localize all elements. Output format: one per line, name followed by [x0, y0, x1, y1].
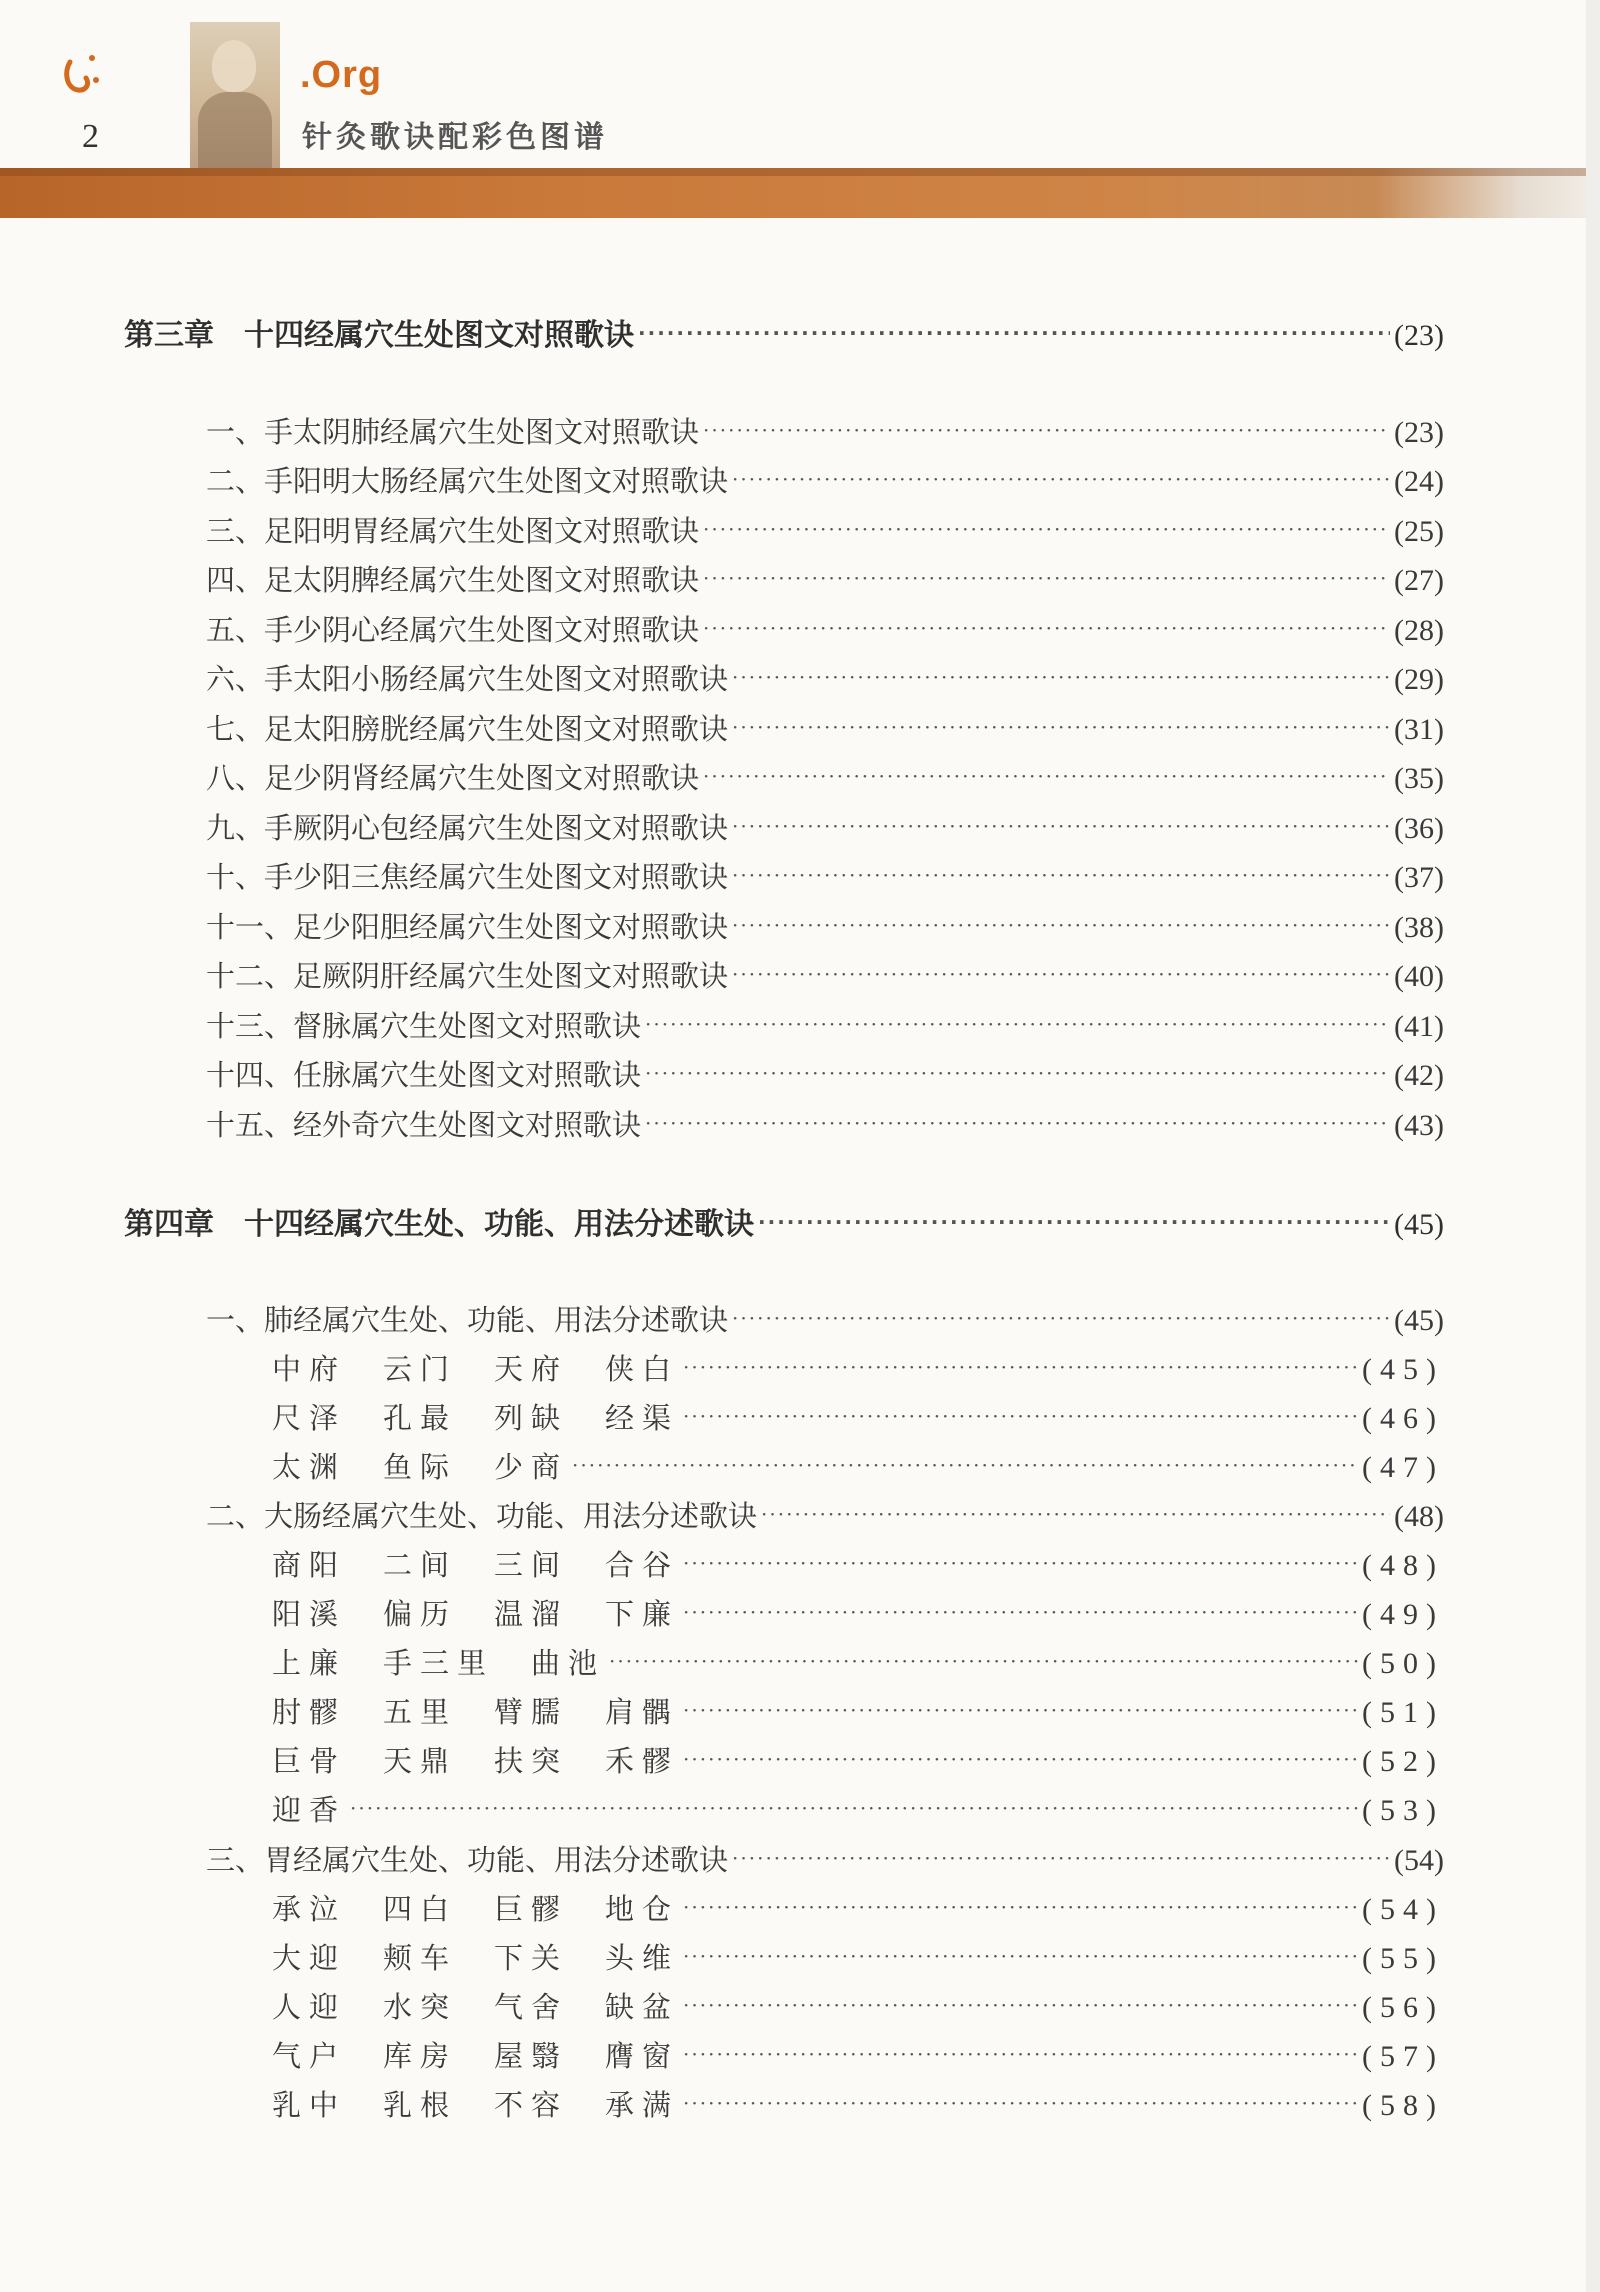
toc-entry-title: 四、足太阴脾经属穴生处图文对照歌诀: [206, 563, 700, 597]
toc-entry-title: 三、足阳明胃经属穴生处图文对照歌诀: [206, 514, 700, 548]
toc-entry-page: (23): [1394, 319, 1444, 352]
toc-entry[interactable]: [206, 1494, 1444, 1535]
toc-subentry[interactable]: [272, 1690, 1444, 1731]
toc-leader-dots: [703, 616, 1390, 640]
toc-entry-page: (25): [1394, 515, 1444, 548]
toc-entry-title: 巨骨 天鼎 扶突 禾髎: [272, 1744, 680, 1778]
toc-entry-title: 七、足太阳膀胱经属穴生处图文对照歌诀: [206, 712, 729, 746]
toc-entry-page: (27): [1394, 564, 1444, 597]
toc-entry-title: 太渊 鱼际 少商: [272, 1450, 569, 1484]
toc-entry-title: 中府 云门 天府 侠白: [272, 1352, 680, 1386]
toc-chapter-3[interactable]: [124, 310, 1444, 354]
toc-leader-dots: [683, 1404, 1358, 1428]
toc-leader-dots: [683, 1895, 1358, 1919]
toc-entry[interactable]: [206, 707, 1444, 748]
toc-entry-title: 大迎 颊车 下关 头维: [272, 1941, 680, 1975]
toc-leader-dots: [732, 962, 1390, 986]
page-edge: [1586, 0, 1600, 2292]
toc-leader-dots: [683, 1355, 1358, 1379]
toc-entry-title: 十二、足厥阴肝经属穴生处图文对照歌诀: [206, 959, 729, 993]
toc-leader-dots: [732, 665, 1390, 689]
toc-leader-dots: [732, 715, 1390, 739]
toc-leader-dots: [732, 814, 1390, 838]
toc-entry-page: (24): [1394, 465, 1444, 498]
toc-leader-dots: [683, 1600, 1358, 1624]
toc-entry-title: 六、手太阳小肠经属穴生处图文对照歌诀: [206, 662, 729, 696]
toc-entry-page: (35): [1394, 762, 1444, 795]
portrait-image: [190, 22, 280, 170]
toc-entry-title: 阳溪 偏历 温溜 下廉: [272, 1597, 680, 1631]
toc-subentry[interactable]: [272, 1396, 1444, 1437]
toc-leader-dots: [732, 863, 1390, 887]
toc-entry-page: (54): [1362, 1893, 1444, 1926]
toc-leader-dots: [703, 566, 1390, 590]
toc-entry-page: (38): [1394, 911, 1444, 944]
toc-entry[interactable]: [206, 459, 1444, 500]
toc-leader-dots: [609, 1649, 1358, 1673]
toc-leader-dots: [761, 1502, 1390, 1526]
toc-subentry[interactable]: [272, 1985, 1444, 2026]
toc-entry-title: 承泣 四白 巨髎 地仓: [272, 1892, 680, 1926]
toc-entry-page: (56): [1362, 1991, 1444, 2024]
toc-entry-title: 三、胃经属穴生处、功能、用法分述歌诀: [206, 1843, 729, 1877]
toc-subentry[interactable]: [272, 2034, 1444, 2075]
toc-entry[interactable]: [206, 608, 1444, 649]
toc-entry-title: 十四、任脉属穴生处图文对照歌诀: [206, 1058, 642, 1092]
page-header: [0, 0, 1600, 230]
toc-entry[interactable]: [206, 1053, 1444, 1094]
toc-entry-page: (45): [1362, 1353, 1444, 1386]
toc-entry-page: (46): [1362, 1402, 1444, 1435]
toc-entry-page: (48): [1362, 1549, 1444, 1582]
toc-entry-title: 商阳 二间 三间 合谷: [272, 1548, 680, 1582]
toc-entry-title: 八、足少阴肾经属穴生处图文对照歌诀: [206, 761, 700, 795]
toc-entry-title: 九、手厥阴心包经属穴生处图文对照歌诀: [206, 811, 729, 845]
toc-subentry[interactable]: [272, 1347, 1444, 1388]
toc-entry-page: (43): [1394, 1109, 1444, 1142]
toc-leader-dots: [683, 1698, 1358, 1722]
toc-entry-title: 上廉 手三里 曲池: [272, 1646, 606, 1680]
toc-entry-page: (28): [1394, 614, 1444, 647]
toc-entry-title: 五、手少阴心经属穴生处图文对照歌诀: [206, 613, 700, 647]
toc-entry-page: (37): [1394, 861, 1444, 894]
toc-entry[interactable]: [206, 509, 1444, 550]
toc-entry-title: 第三章 十四经属穴生处图文对照歌诀: [124, 318, 634, 353]
toc-leader-dots: [683, 1993, 1358, 2017]
toc-entry-page: (58): [1362, 2089, 1444, 2122]
toc-entry-title: 十一、足少阳胆经属穴生处图文对照歌诀: [206, 910, 729, 944]
toc-entry-page: (31): [1394, 713, 1444, 746]
toc-leader-dots: [683, 1551, 1358, 1575]
toc-subentry[interactable]: [272, 2083, 1444, 2124]
toc-entry-title: 十三、督脉属穴生处图文对照歌诀: [206, 1009, 642, 1043]
portrait-face: [212, 40, 256, 92]
toc-chapter-4[interactable]: [124, 1199, 1444, 1243]
toc-entry-title: 十、手少阳三焦经属穴生处图文对照歌诀: [206, 860, 729, 894]
book-title: 针灸歌诀配彩色图谱: [302, 120, 608, 155]
logo-text: .Org: [300, 54, 383, 96]
toc-entry-page: (51): [1362, 1696, 1444, 1729]
toc-entry-page: (45): [1394, 1304, 1444, 1337]
toc-leader-dots: [703, 418, 1390, 442]
toc-entry-page: (40): [1394, 960, 1444, 993]
logo-mark-icon: [62, 50, 106, 100]
toc-subentry[interactable]: [272, 1592, 1444, 1633]
toc-subentry[interactable]: [272, 1887, 1444, 1928]
toc-entry-page: (48): [1394, 1500, 1444, 1533]
toc-leader-dots: [732, 467, 1390, 491]
toc-entry[interactable]: [206, 905, 1444, 946]
toc-leader-dots: [645, 1012, 1390, 1036]
toc-subentry[interactable]: [272, 1936, 1444, 1977]
toc-entry[interactable]: [206, 410, 1444, 451]
toc-entry-title: 肘髎 五里 臂臑 肩髃: [272, 1695, 680, 1729]
toc-entry-page: (45): [1394, 1208, 1444, 1241]
toc-leader-dots: [645, 1111, 1390, 1135]
toc-entry-page: (52): [1362, 1745, 1444, 1778]
toc-entry-title: 迎香: [272, 1793, 347, 1827]
toc-entry-page: (41): [1394, 1010, 1444, 1043]
toc-leader-dots: [683, 2091, 1358, 2115]
toc-entry[interactable]: [206, 1298, 1444, 1339]
toc-leader-dots: [732, 1306, 1390, 1330]
toc-entry-title: 乳中 乳根 不容 承满: [272, 2088, 680, 2122]
toc-leader-dots: [732, 1846, 1390, 1870]
toc-entry-title: 二、大肠经属穴生处、功能、用法分述歌诀: [206, 1499, 758, 1533]
toc-entry[interactable]: [206, 756, 1444, 797]
toc-entry-page: (42): [1394, 1059, 1444, 1092]
toc-entry-page: (53): [1362, 1794, 1444, 1827]
toc-entry[interactable]: [206, 1838, 1444, 1879]
toc-leader-dots: [758, 1210, 1390, 1234]
toc-entry-page: (54): [1394, 1844, 1444, 1877]
toc-leader-dots: [683, 1944, 1358, 1968]
toc-entry-title: 尺泽 孔最 列缺 经渠: [272, 1401, 680, 1435]
toc-entry-page: (36): [1394, 812, 1444, 845]
toc-entry[interactable]: [206, 1103, 1444, 1144]
toc-subentry[interactable]: [272, 1788, 1444, 1829]
toc-entry[interactable]: [206, 558, 1444, 599]
header-band: [0, 168, 1600, 218]
toc-entry-title: 一、肺经属穴生处、功能、用法分述歌诀: [206, 1303, 729, 1337]
toc-leader-dots: [703, 764, 1390, 788]
toc-subentry[interactable]: [272, 1543, 1444, 1584]
toc-entry[interactable]: [206, 954, 1444, 995]
toc-leader-dots: [703, 517, 1390, 541]
toc-entry-page: (49): [1362, 1598, 1444, 1631]
toc-entry-page: (57): [1362, 2040, 1444, 2073]
toc-entry-title: 气户 库房 屋翳 膺窗: [272, 2039, 680, 2073]
toc-entry-page: (29): [1394, 663, 1444, 696]
toc-entry-page: (50): [1362, 1647, 1444, 1680]
portrait-robe: [198, 92, 272, 170]
toc-entry-page: (55): [1362, 1942, 1444, 1975]
toc-leader-dots: [572, 1453, 1358, 1477]
toc-entry-title: 一、手太阴肺经属穴生处图文对照歌诀: [206, 415, 700, 449]
toc-entry-title: 二、手阳明大肠经属穴生处图文对照歌诀: [206, 464, 729, 498]
toc-entry-title: 第四章 十四经属穴生处、功能、用法分述歌诀: [124, 1207, 754, 1242]
toc-subentry[interactable]: [272, 1641, 1444, 1682]
page-number: 2: [82, 118, 99, 155]
toc-subentry[interactable]: [272, 1739, 1444, 1780]
toc-leader-dots: [638, 321, 1390, 345]
toc-leader-dots: [683, 1747, 1358, 1771]
toc-entry[interactable]: [206, 855, 1444, 896]
toc-entry-title: 十五、经外奇穴生处图文对照歌诀: [206, 1108, 642, 1142]
toc-leader-dots: [645, 1061, 1390, 1085]
toc-entry[interactable]: [206, 806, 1444, 847]
toc-leader-dots: [350, 1796, 1358, 1820]
toc-leader-dots: [732, 913, 1390, 937]
toc-leader-dots: [683, 2042, 1358, 2066]
toc-entry-title: 人迎 水突 气舍 缺盆: [272, 1990, 680, 2024]
toc-entry-page: (47): [1362, 1451, 1444, 1484]
toc-entry[interactable]: [206, 657, 1444, 698]
toc-entry-page: (23): [1394, 416, 1444, 449]
toc-entry[interactable]: [206, 1004, 1444, 1045]
toc-subentry[interactable]: [272, 1445, 1444, 1486]
